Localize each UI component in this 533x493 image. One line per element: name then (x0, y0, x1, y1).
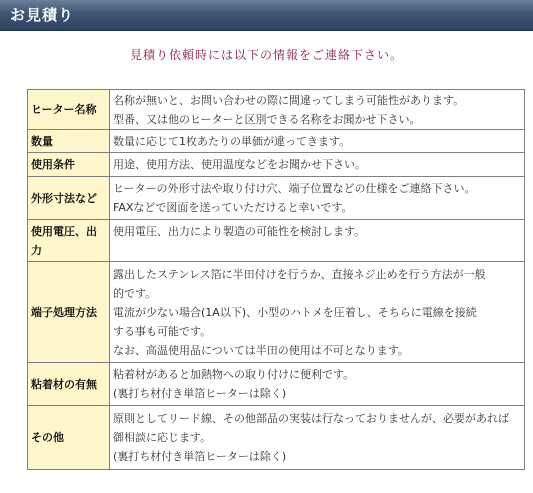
row-text-line: 的です。 (113, 286, 157, 300)
row-label: その他 (28, 406, 110, 470)
row-label: 数量 (28, 130, 110, 153)
intro-text: 見積り依頼時には以下の情報をご連絡下さい。 (129, 48, 403, 62)
quote-info-table (27, 89, 525, 470)
row-text-line: なお、高温使用品については半田の使用は不可となります。 (113, 343, 409, 357)
section-header-bar (0, 0, 533, 31)
row-text-line: 御相談に応じます。 (113, 431, 212, 444)
table-row (28, 153, 525, 177)
row-text-line: (裏打ち材付き単箔ヒーターは除く) (113, 450, 287, 463)
row-content (110, 153, 525, 177)
row-text-line: 用途、使用方法、使用温度などをお聞かせ下さい。 (113, 158, 366, 171)
row-text-line: 名称が無いと、お問い合わせの際に間違ってしまう可能性があります。 (113, 93, 465, 107)
row-text-line: FAXなどで図面を送っていただけると幸いです。 (113, 201, 353, 214)
section-title: お見積り (10, 6, 75, 24)
row-content (110, 90, 525, 130)
row-label: 使用電圧、出力 (28, 220, 110, 262)
row-text-line: (裏打ち材付き単箔ヒーターは除く) (113, 387, 287, 400)
table-row (28, 177, 525, 220)
table-row (28, 406, 525, 470)
row-text-line: 原則としてリード線、その他部品の実装は行なっておりませんが、必要があれば (113, 412, 509, 425)
table-row (28, 130, 525, 153)
table-row (28, 363, 525, 406)
row-text-line: ヒーターの外形寸法や取り付け穴、端子位置などの仕様をご連絡下さい。 (113, 182, 476, 195)
table-row (28, 220, 525, 262)
row-label: ヒーター名称 (28, 90, 110, 130)
row-text-line: 数量に応じて1枚あたりの単価が違ってきます。 (113, 134, 351, 148)
row-text-line: 型番、又は他のヒーターと区別できる名称をお聞かせ下さい。 (113, 112, 421, 126)
row-content (110, 262, 525, 363)
row-text-line: 電流が少ない場合(1A以下)、小型のハトメを圧着し、そちらに電線を接続 (113, 305, 477, 319)
row-content (110, 220, 525, 262)
table-row (28, 262, 525, 363)
row-label: 端子処理方法 (28, 262, 110, 363)
row-label: 粘着材の有無 (28, 363, 110, 406)
row-content (110, 130, 525, 153)
row-content (110, 363, 525, 406)
row-text-line: 粘着材があると加熱物への取り付けに便利です。 (113, 368, 355, 381)
table-row (28, 90, 525, 130)
row-content (110, 406, 525, 470)
row-content (110, 177, 525, 220)
row-text-line: する事も可能です。 (113, 324, 212, 338)
row-text-line: 露出したステンレス箔に半田付けを行うか、直接ネジ止めを行う方法が一般 (113, 267, 486, 281)
row-label: 外形寸法など (28, 177, 110, 220)
row-label: 使用条件 (28, 153, 110, 177)
row-text-line: 使用電圧、出力により製造の可能性を検討します。 (113, 225, 366, 238)
